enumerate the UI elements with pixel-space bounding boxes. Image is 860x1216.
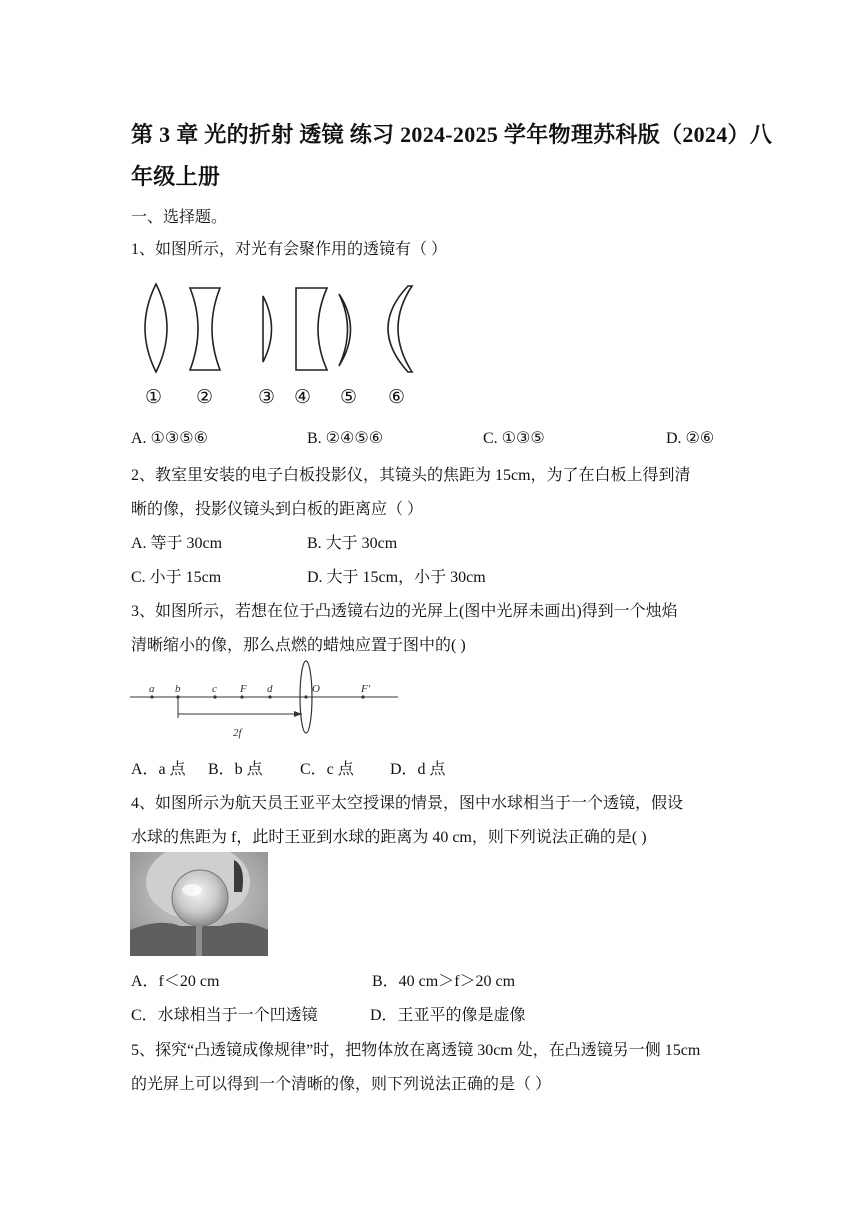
q4-option-a[interactable]: A．f＜20 cm bbox=[131, 973, 220, 990]
point-O-label: O bbox=[312, 683, 320, 695]
q3-option-c[interactable]: C．c 点 bbox=[300, 761, 354, 778]
q1-stem: 1、如图所示，对光有会聚作用的透镜有（ ） bbox=[131, 241, 448, 258]
lens-label-1: ① bbox=[145, 386, 163, 408]
point-b-label: b bbox=[175, 683, 181, 695]
lens-6-concave-meniscus bbox=[388, 286, 412, 372]
q4-option-c[interactable]: C．水球相当于一个凹透镜 bbox=[131, 1007, 318, 1024]
q2-stem-line2: 晰的像，投影仪镜头到白板的距离应（ ） bbox=[131, 501, 424, 518]
lens-label-3: ③ bbox=[258, 386, 276, 408]
q5-stem-line2: 的光屏上可以得到一个清晰的像，则下列说法正确的是（ ） bbox=[131, 1076, 552, 1093]
q2-stem-line1: 2、教室里安装的电子白板投影仪，其镜头的焦距为 15cm，为了在白板上得到清 bbox=[131, 467, 691, 484]
water-ball-photo bbox=[130, 852, 268, 956]
q3-stem-line1: 3、如图所示，若想在位于凸透镜右边的光屏上(图中光屏未画出)得到一个烛焰 bbox=[131, 603, 678, 620]
q2-option-b[interactable]: B. 大于 30cm bbox=[307, 535, 398, 552]
point-a-label: a bbox=[149, 683, 155, 695]
document-title-line1: 第 3 章 光的折射 透镜 练习 2024-2025 学年物理苏科版（2024）八 bbox=[131, 122, 773, 147]
point-c-dot bbox=[213, 695, 216, 698]
q4-option-b[interactable]: B．40 cm＞f＞20 cm bbox=[372, 973, 516, 990]
point-d-dot bbox=[268, 695, 271, 698]
lens-4-planoconcave bbox=[296, 288, 327, 370]
lens-2-biconcave bbox=[190, 288, 220, 370]
point-c-label: c bbox=[212, 683, 217, 695]
lens-3-planoconvex bbox=[263, 296, 272, 362]
q1-option-a[interactable]: A. ①③⑤⑥ bbox=[131, 430, 208, 447]
lens-label-4: ④ bbox=[294, 386, 312, 408]
q3-option-d[interactable]: D．d 点 bbox=[390, 761, 446, 778]
point-a-dot bbox=[150, 695, 153, 698]
lens-label-6: ⑥ bbox=[388, 386, 406, 408]
section-heading: 一、选择题。 bbox=[131, 209, 228, 226]
point-O-dot bbox=[304, 695, 307, 698]
lens-label-5: ⑤ bbox=[340, 386, 358, 408]
lens-label-2: ② bbox=[196, 386, 214, 408]
optical-bench-diagram bbox=[130, 660, 400, 742]
q2-option-d[interactable]: D. 大于 15cm，小于 30cm bbox=[307, 569, 486, 586]
q1-option-b[interactable]: B. ②④⑤⑥ bbox=[307, 430, 384, 447]
point-F-prime-label: F′ bbox=[361, 683, 371, 695]
point-F-label: F bbox=[240, 683, 247, 695]
q2-option-c[interactable]: C. 小于 15cm bbox=[131, 569, 222, 586]
document-title-line2: 年级上册 bbox=[131, 164, 221, 189]
q5-stem-line1: 5、探究“凸透镜成像规律”时，把物体放在离透镜 30cm 处，在凸透镜另一侧 15cm bbox=[131, 1042, 701, 1059]
point-F-dot bbox=[240, 695, 243, 698]
point-F-prime-dot bbox=[361, 695, 364, 698]
q1-option-c[interactable]: C. ①③⑤ bbox=[483, 430, 545, 447]
q4-option-d[interactable]: D．王亚平的像是虚像 bbox=[370, 1007, 526, 1024]
q2-option-a[interactable]: A. 等于 30cm bbox=[131, 535, 223, 552]
lens-1-biconvex bbox=[145, 284, 167, 372]
lens-5-meniscus bbox=[339, 294, 351, 366]
q4-stem-line2: 水球的焦距为 f，此时王亚到水球的距离为 40 cm，则下列说法正确的是( ) bbox=[131, 829, 647, 846]
q3-stem-line2: 清晰缩小的像，那么点燃的蜡烛应置于图中的( ) bbox=[131, 637, 466, 654]
span-label: 2f bbox=[233, 727, 242, 739]
point-d-label: d bbox=[267, 683, 273, 695]
q3-option-b[interactable]: B．b 点 bbox=[208, 761, 263, 778]
lens-figure bbox=[130, 280, 430, 382]
q4-stem-line1: 4、如图所示为航天员王亚平太空授课的情景，图中水球相当于一个透镜，假设 bbox=[131, 795, 684, 812]
q3-option-a[interactable]: A．a 点 bbox=[131, 761, 186, 778]
q1-option-d[interactable]: D. ②⑥ bbox=[666, 430, 715, 447]
